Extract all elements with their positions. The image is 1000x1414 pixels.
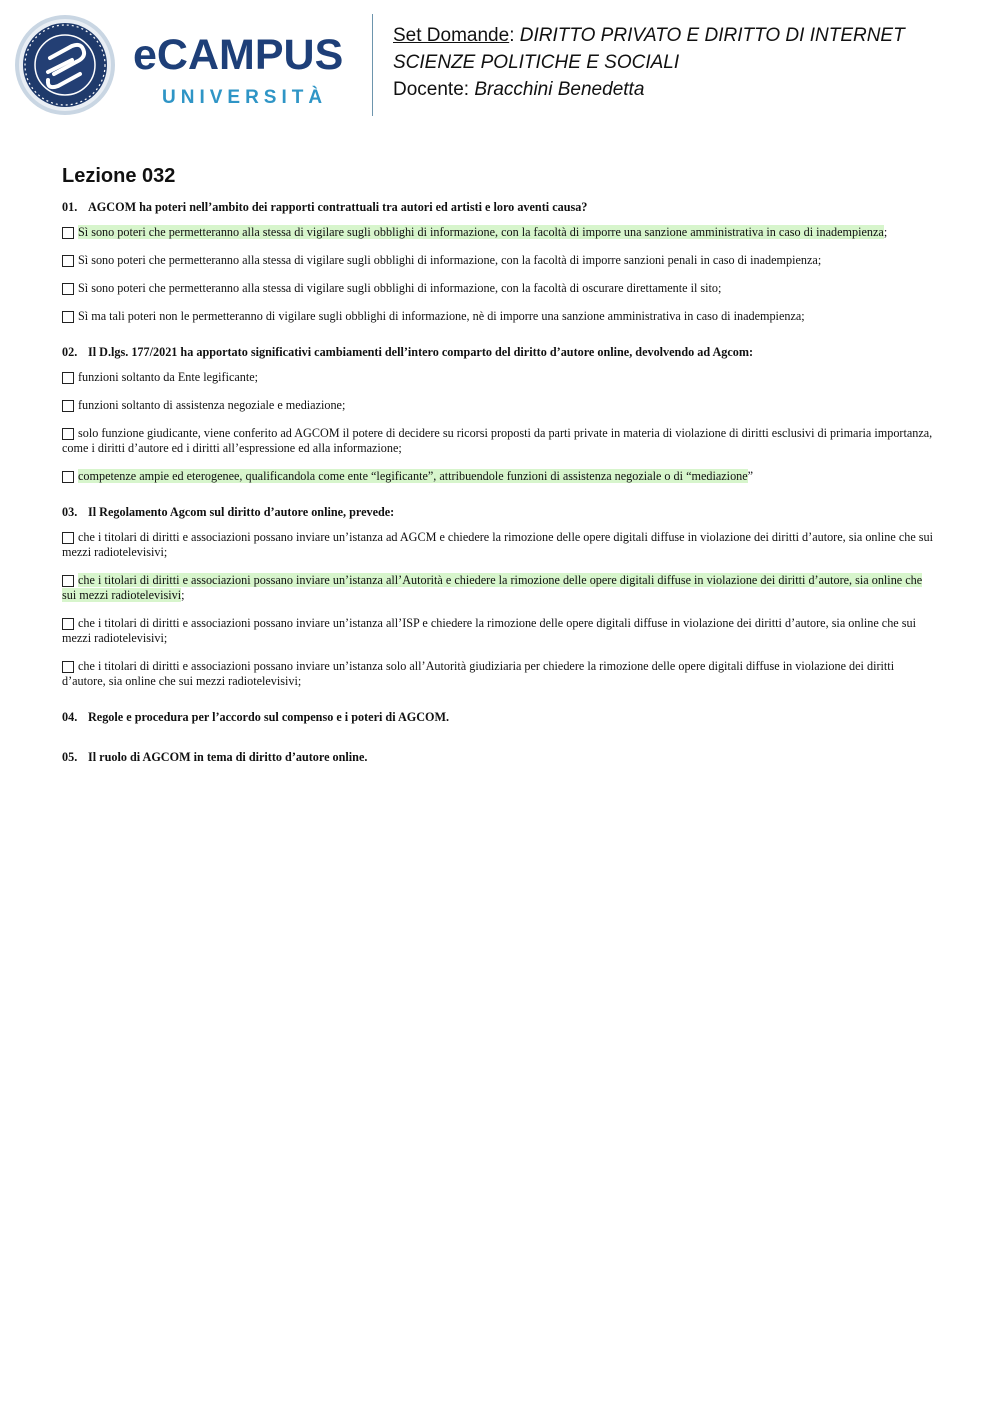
correct-answer-text: che i titolari di diritti e associazioni possano inviare un’istanza all’Autorità e chiedere la rimozione delle opere digitali diffuse in violazione dei diritti d’autore, sia online che sui mezzi radiotelevisivi: [62, 573, 923, 602]
open-question: [62, 749, 938, 765]
course-title-line: Set Domande: DIRITTO PRIVATO E DIRITTO DI INTERNET: [393, 25, 905, 46]
question-number: 02.: [62, 345, 78, 359]
course-title: DIRITTO PRIVATO E DIRITTO DI INTERNET: [519, 25, 905, 46]
question-body: Il Regolamento Agcom sul diritto d’autore online, prevede:: [88, 505, 395, 519]
answer-list: [62, 530, 938, 689]
answer-option: [62, 225, 938, 240]
answer-text: che i titolari di diritti e associazioni possano inviare un’istanza all’ISP e chiedere la rimozione delle opere digitali diffuse in violazione dei diritti d’autore, sia online che sui mezzi radiotelevisivi;: [62, 616, 916, 645]
question-number: 01.: [62, 200, 78, 214]
set-label: Set Domande: [393, 25, 510, 46]
question-number: 03.: [62, 505, 78, 519]
question-body: AGCOM ha poteri nell’ambito dei rapporti contrattuali tra autori ed artisti e loro aventi causa?: [88, 200, 588, 214]
answer-text: Sì sono poteri che permetteranno alla stessa di vigilare sugli obblighi di informazione, con la facoltà di oscurare direttamente il sito;: [78, 281, 722, 295]
question-number: 05.: [62, 750, 78, 764]
question-text: [62, 344, 938, 360]
answer-option: [62, 469, 938, 484]
answer-list: [62, 370, 938, 484]
correct-answer-text: competenze ampie ed eterogenee, qualificandola come ente “legificante”, attribuendole funzioni di assistenza negoziale o di “mediazione: [78, 469, 748, 483]
answer-suffix: ;: [883, 225, 888, 239]
answer-text: che i titolari di diritti e associazioni possano inviare un’istanza ad AGCM e chiedere la rimozione delle opere digitali diffuse in violazione dei diritti d’autore, sia online che sui mezzi radiotelevisivi;: [62, 530, 934, 559]
question-text: [62, 199, 938, 215]
correct-answer-text: Sì sono poteri che permetteranno alla stessa di vigilare sugli obblighi di informazione, con la facoltà di imporre una sanzione amministrativa in caso di inadempienza: [78, 225, 884, 239]
question-list: [62, 199, 938, 689]
question-text: [62, 504, 938, 520]
answer-list: [62, 225, 938, 324]
answer-checkbox[interactable]: [62, 311, 74, 323]
brand-subtitle: UNIVERSITÀ: [162, 87, 328, 108]
answer-text: Sì ma tali poteri non le permetteranno di vigilare sugli obblighi di informazione, nè di imporre una sanzione amministrativa in caso di inadempienza;: [78, 309, 805, 323]
question-number: 04.: [62, 710, 78, 724]
answer-option: [62, 309, 938, 324]
open-question-list: [62, 709, 938, 765]
answer-checkbox[interactable]: [62, 471, 74, 483]
main-content: [62, 163, 938, 789]
course-info: [393, 22, 983, 103]
faculty-name: SCIENZE POLITICHE E SOCIALI: [393, 52, 680, 73]
answer-option: [62, 281, 938, 296]
answer-checkbox[interactable]: [62, 227, 74, 239]
question-body: Il ruolo di AGCOM in tema di diritto d’autore online.: [88, 750, 368, 764]
answer-checkbox[interactable]: [62, 255, 74, 267]
answer-checkbox[interactable]: [62, 661, 74, 673]
answer-checkbox[interactable]: [62, 428, 74, 440]
answer-checkbox[interactable]: [62, 532, 74, 544]
answer-option: [62, 398, 938, 413]
answer-text: che i titolari di diritti e associazioni possano inviare un’istanza solo all’Autorità giudiziaria per chiedere la rimozione delle opere digitali diffuse in violazione dei diritti d’autore, sia online che sui mezzi radiotelevisivi;: [62, 659, 895, 688]
teacher-label: Docente:: [393, 79, 470, 100]
answer-checkbox[interactable]: [62, 618, 74, 630]
answer-option: [62, 530, 938, 560]
answer-checkbox[interactable]: [62, 372, 74, 384]
answer-checkbox[interactable]: [62, 283, 74, 295]
answer-text: funzioni soltanto di assistenza negoziale e mediazione;: [78, 398, 346, 412]
answer-option: [62, 616, 938, 646]
answer-option: [62, 426, 938, 456]
answer-checkbox[interactable]: [62, 400, 74, 412]
answer-text: funzioni soltanto da Ente legificante;: [78, 370, 259, 384]
answer-suffix: ;: [181, 588, 185, 602]
answer-option: [62, 253, 938, 268]
lesson-title: Lezione 032: [62, 165, 176, 187]
teacher-line: [393, 76, 983, 103]
answer-option: [62, 370, 938, 385]
university-seal-logo: [14, 14, 116, 116]
answer-suffix: ”: [747, 469, 754, 483]
answer-option: [62, 659, 938, 689]
answer-checkbox[interactable]: [62, 575, 74, 587]
question-body: Regole e procedura per l’accordo sul compenso e i poteri di AGCOM.: [88, 710, 450, 724]
answer-text: Sì sono poteri che permetteranno alla stessa di vigilare sugli obblighi di informazione, con la facoltà di imporre sanzioni penali in caso di inadempienza;: [78, 253, 822, 267]
open-question: [62, 709, 938, 725]
answer-option: [62, 573, 938, 603]
question-body: Il D.lgs. 177/2021 ha apportato significativi cambiamenti dell’intero comparto del diritto d’autore online, devolvendo ad Agcom:: [88, 345, 754, 359]
brand-name: eCAMPUS: [133, 31, 344, 79]
answer-text: solo funzione giudicante, viene conferito ad AGCOM il potere di decidere su ricorsi proposti da parti private in materia di violazione di diritti esclusivi di primaria importanza, come i diritti d’autore ed i diritti all’espressione ed alla informazione;: [62, 426, 933, 455]
page-header: [0, 0, 1000, 130]
header-divider: [372, 14, 373, 116]
teacher-name: Bracchini Benedetta: [474, 79, 645, 100]
